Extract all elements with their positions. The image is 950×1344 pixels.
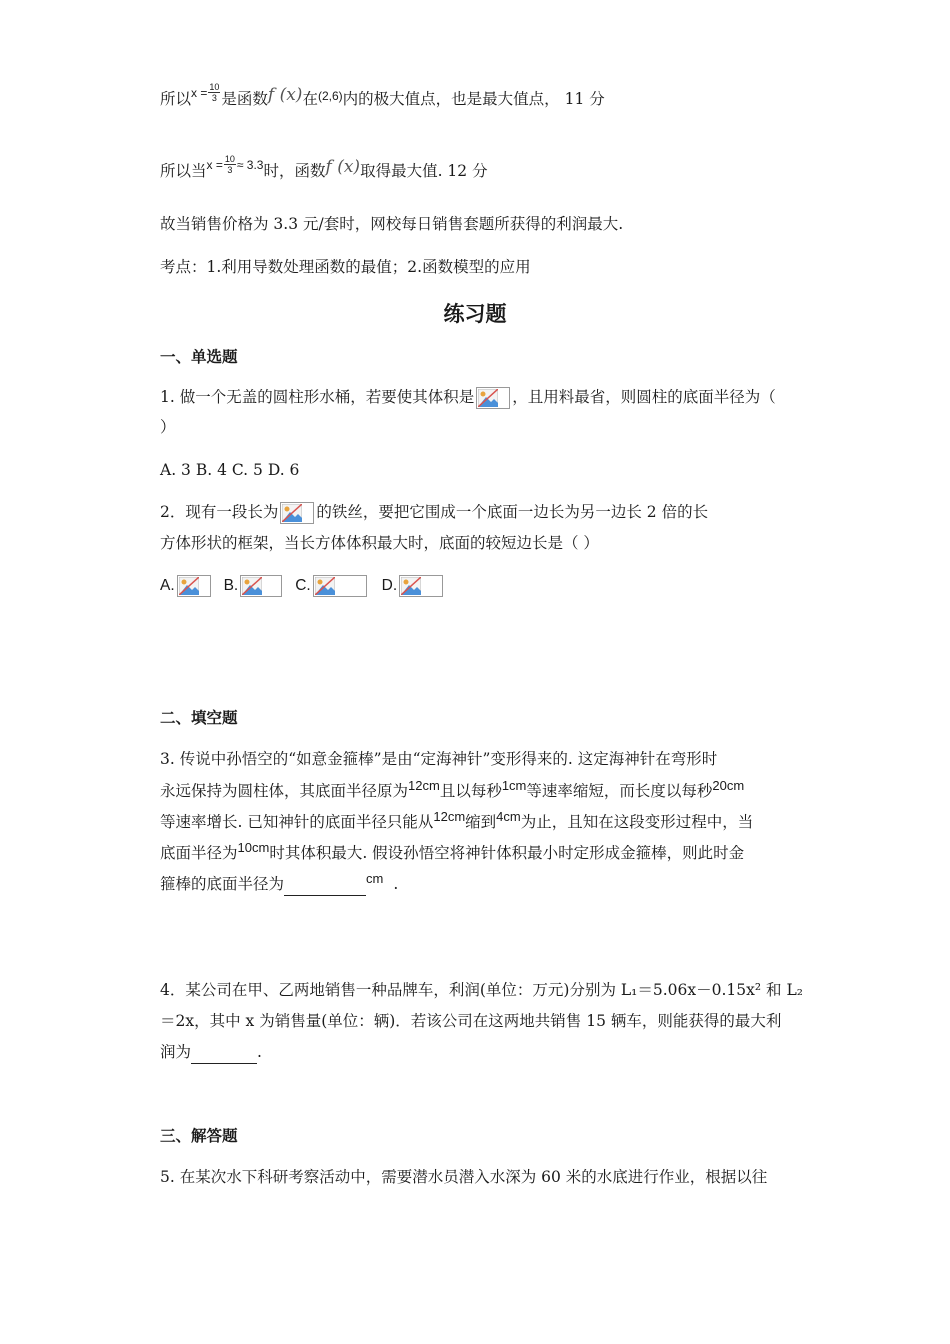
text: 润为	[160, 1043, 192, 1061]
unit-value: 10cm	[237, 840, 270, 855]
text: 是函数	[221, 90, 268, 108]
broken-image-icon	[476, 387, 510, 409]
text: 且以每秒	[439, 782, 502, 800]
broken-image-icon	[240, 575, 282, 597]
section-heading-fill-blank: 二、填空题	[160, 708, 238, 727]
text: 时其体积最大. 假设孙悟空将神针体积最小时定形成金箍棒，则此时金	[269, 844, 745, 862]
answer-blank[interactable]	[191, 1041, 257, 1064]
answer-line-1	[160, 81, 605, 111]
x-equals: x =	[206, 158, 223, 172]
q3-line-4	[160, 842, 744, 865]
text: .	[257, 1043, 262, 1061]
broken-image-icon	[313, 575, 367, 597]
text: 取得最大值. 12 分	[360, 162, 488, 180]
section-heading-single-choice: 一、单选题	[160, 347, 238, 366]
text: 底面半径为	[160, 844, 238, 862]
text: 所以	[160, 90, 192, 108]
q2-options	[160, 574, 445, 597]
q3-line-3	[160, 811, 753, 834]
unit-value: 12cm	[433, 809, 466, 824]
text: 等速率缩短，而长度以每秒	[526, 782, 713, 800]
text: 箍棒的底面半径为	[160, 875, 285, 893]
q3-line-1: 3. 传说中孙悟空的“如意金箍棒”是由“定海神针”变形得来的. 这定海神针在弯形时	[160, 750, 718, 768]
text: 内的极大值点，也是最大值点， 11 分	[342, 90, 605, 108]
text: 1. 做一个无盖的圆柱形水桶，若要使其体积是	[160, 388, 475, 406]
answer-blank[interactable]	[284, 873, 366, 896]
answer-line-3: 故当销售价格为 3.3 元/套时，网校每日销售套题所获得的利润最大.	[160, 215, 624, 233]
unit-value: 20cm	[712, 778, 745, 793]
q2-line-2: 方体形状的框架，当长方体体积最大时，底面的较短边长是（ ）	[160, 534, 599, 552]
option-c-label: C.	[295, 577, 311, 594]
answer-line-2	[160, 153, 488, 183]
q4-line-2: ＝2x，其中 x 为销售量(单位：辆)．若该公司在这两地共销售 15 辆车，则能获得的最大利	[160, 1012, 782, 1030]
text: .	[393, 875, 399, 893]
text: 时，函数	[263, 162, 326, 180]
broken-image-icon	[280, 502, 314, 524]
option-a-label: A.	[160, 577, 175, 594]
q1-line-1	[160, 386, 776, 409]
frac-den: 3	[211, 92, 217, 103]
option-b-label: B.	[223, 577, 239, 594]
unit-value: 1cm	[501, 778, 527, 793]
broken-image-icon	[399, 575, 443, 597]
q4-line-3	[160, 1041, 262, 1064]
option-d-label: D.	[381, 577, 398, 594]
approx-value: ≈ 3.3	[236, 158, 264, 172]
q4-line-1: 4．某公司在甲、乙两地销售一种品牌车，利润(单位：万元)分别为 L₁＝5.06x－0.15x² 和 L₂	[160, 981, 803, 999]
text: 2．现有一段长为	[160, 503, 279, 521]
text: 为止，且知在这段变形过程中，当	[520, 813, 754, 831]
q1-options: A. 3 B. 4 C. 5 D. 6	[160, 461, 300, 479]
x-equals: x =	[191, 86, 208, 100]
interval: (2,6)	[317, 89, 343, 103]
text: 永远保持为圆柱体，其底面半径原为	[160, 782, 409, 800]
q5-line-1: 5. 在某次水下科研考察活动中，需要潜水员潜入水深为 60 米的水底进行作业，根据以往	[160, 1168, 768, 1186]
text: 的铁丝，要把它围成一个底面一边长为另一边长 2 倍的长	[316, 503, 709, 521]
fraction-10-3	[208, 82, 220, 103]
q3-line-2	[160, 780, 744, 803]
text: 等速率增长. 已知神针的底面半径只能从	[160, 813, 434, 831]
text: ，且用料最省，则圆柱的底面半径为（	[512, 388, 776, 406]
q1-line-2: ）	[160, 418, 176, 436]
fx-symbol: f (x)	[267, 85, 303, 105]
text: 所以当	[160, 162, 207, 180]
frac-den: 3	[227, 164, 233, 175]
unit-value: 4cm	[496, 809, 521, 824]
unit-value: 12cm	[408, 778, 440, 793]
q2-line-1	[160, 501, 708, 524]
answer-line-4: 考点：1.利用导数处理函数的最值；2.函数模型的应用	[160, 258, 531, 276]
page-title: 练习题	[443, 301, 507, 326]
q3-line-5	[160, 873, 398, 896]
frac-num: 10	[209, 81, 220, 92]
fx-symbol: f (x)	[325, 157, 361, 177]
unit-value: cm	[366, 871, 384, 886]
section-heading-solution: 三、解答题	[160, 1126, 238, 1145]
fraction-10-3	[224, 154, 236, 175]
frac-num: 10	[224, 153, 235, 164]
text: 缩到	[465, 813, 497, 831]
broken-image-icon	[177, 575, 211, 597]
text: 在	[302, 90, 318, 108]
